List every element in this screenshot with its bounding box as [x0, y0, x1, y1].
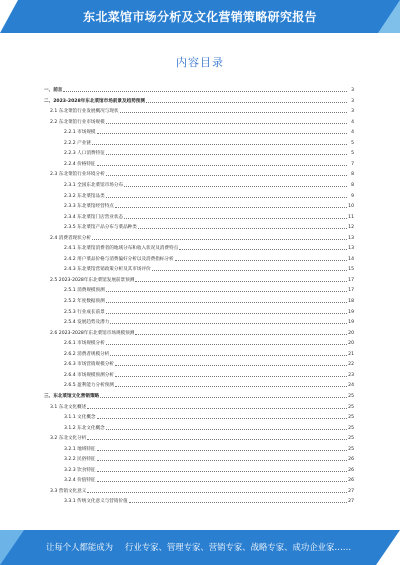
toc-entry-title: 3.1.1 文化概念 [64, 415, 96, 421]
toc-entry[interactable] [44, 496, 354, 504]
toc-entry[interactable] [44, 285, 354, 293]
toc-entry[interactable] [44, 317, 354, 325]
toc-leader-dots [106, 343, 347, 345]
toc-entry-title: 2.2.1 市场规模 [64, 130, 96, 136]
toc-page-number: 12 [348, 225, 354, 231]
toc-leader-dots [110, 354, 347, 356]
toc-entry-title: 3.2.4 价值特征 [64, 478, 96, 484]
toc-entry[interactable] [44, 138, 354, 146]
toc-entry-title: 2.3.2 东北菜馆品类 [64, 193, 105, 199]
toc-entry-title: 2.3.3 东北菜馆经营特点 [64, 204, 114, 210]
toc-page-number: 25 [348, 415, 354, 421]
toc-entry[interactable] [44, 243, 354, 251]
toc-entry[interactable] [44, 264, 354, 272]
toc-entry[interactable] [44, 96, 354, 104]
toc-entry[interactable] [44, 117, 354, 125]
toc-entry[interactable] [44, 275, 354, 283]
toc-leader-dots [87, 407, 347, 409]
toc-entry[interactable] [44, 106, 354, 114]
toc-entry-title: 2.6.4 市场规模预测分析 [64, 372, 114, 378]
toc-page-number: 14 [348, 256, 354, 262]
footer-slogan-main: 让每个人都能成为 [46, 542, 113, 552]
toc-page-number: 25 [348, 436, 354, 442]
footer-right-accent [376, 530, 400, 565]
toc-entry[interactable] [44, 212, 354, 220]
toc-entry[interactable] [44, 222, 354, 230]
toc-page-number: 27 [348, 499, 354, 505]
toc-entry-title: 2.4 消费者现状分析 [50, 235, 91, 241]
toc-leader-dots [106, 312, 347, 314]
toc-page-number: 3 [351, 98, 354, 104]
toc-entry[interactable] [44, 180, 354, 188]
toc-leader-dots [92, 238, 347, 240]
toc-entry-title: 3.3 营销文化意义 [50, 488, 87, 494]
toc-entry-title: 2.3.4 东北菜馆门店营业状态 [64, 214, 124, 220]
toc-entry-title: 2.4.2 用户菜品价格与消费偏好分析以及消费指标分析 [64, 256, 174, 262]
toc-leader-dots [106, 428, 347, 430]
toc-leader-dots [97, 480, 347, 482]
toc-leader-dots [87, 438, 347, 440]
toc-leader-dots [135, 280, 347, 282]
toc-entry-title: 2.5 2023-2028年东北菜馆发展前景预测 [50, 277, 135, 283]
toc-leader-dots [97, 132, 347, 134]
toc-leader-dots [106, 174, 347, 176]
toc-entry[interactable] [44, 254, 354, 262]
toc-entry[interactable] [44, 307, 354, 315]
toc-page-number: 17 [348, 288, 354, 294]
toc-leader-dots [124, 185, 347, 187]
toc-entry[interactable] [44, 127, 354, 135]
toc-leader-dots [138, 227, 347, 229]
toc-leader-dots [106, 122, 347, 124]
toc-entry-title: 3.1 东北文化概述 [50, 404, 87, 410]
toc-leader-dots [106, 196, 347, 198]
toc-page-number: 27 [348, 488, 354, 494]
toc-entry-title: 2.5.1 消费规模预测 [64, 288, 105, 294]
toc-page-number: 21 [348, 351, 354, 357]
toc-leader-dots [152, 269, 347, 271]
toc-page-number: 25 [348, 404, 354, 410]
toc-leader-dots [100, 396, 347, 398]
toc-page-number: 24 [348, 383, 354, 389]
toc-entry-title: 2.2.4 价格特征 [64, 161, 96, 167]
toc-entry-title: 2.2.3 人口消费特征 [64, 151, 105, 157]
toc-page-number: 26 [348, 478, 354, 484]
toc-page-number: 3 [351, 88, 354, 93]
toc-page-number: 15 [348, 267, 354, 273]
toc-entry-title: 2.3.1 全国东北菜馆市场分布 [64, 182, 124, 188]
toc-entry[interactable] [44, 296, 354, 304]
toc-page-number: 25 [348, 393, 354, 399]
toc-leader-dots [120, 111, 348, 113]
toc-entry[interactable] [44, 359, 354, 367]
toc-entry-title: 2.1 东北菜馆行业发展概况与现状 [50, 109, 119, 115]
toc-leader-dots [97, 470, 347, 472]
toc-entry[interactable] [44, 423, 354, 431]
toc-entry-title: 2.5.4 发展趋势及潜力 [64, 320, 110, 326]
toc-entry[interactable] [44, 349, 354, 357]
toc-leader-dots [87, 491, 347, 493]
toc-page-number: 8 [351, 172, 354, 178]
toc-page-number: 7 [351, 161, 354, 167]
toc-leader-dots [106, 301, 347, 303]
toc-page-number: 4 [351, 130, 354, 136]
toc-entry-title: 2.2 东北菜馆行业市场规模 [50, 119, 105, 125]
toc-entry-title: 3.2.3 饮食特征 [64, 467, 96, 473]
toc-entry[interactable] [44, 169, 354, 177]
toc-entry-title: 2.3 东北菜馆行业环境分析 [50, 172, 105, 178]
toc-page-number: 9 [351, 193, 354, 199]
toc-entry[interactable] [44, 486, 354, 494]
toc-entry-title: 2.4.1 东北菜馆消费者的地域分布和收入状况及消费特点 [64, 246, 179, 252]
toc-page-number: 4 [351, 119, 354, 125]
toc-leader-dots [146, 101, 347, 103]
toc-entry-title: 3.2.1 地域特征 [64, 446, 96, 452]
toc-page-number: 26 [348, 467, 354, 473]
toc-leader-dots [124, 217, 347, 219]
toc-entry-title: 2.2.2 产业链 [64, 140, 91, 146]
toc-leader-dots [106, 290, 347, 292]
toc-entry-title: 3.2.2 民俗特征 [64, 457, 96, 463]
toc-entry[interactable] [44, 465, 354, 473]
toc-entry-title: 2.6 2023-2028年东北菜馆市场规模预测 [50, 330, 135, 336]
toc-page-number: 13 [348, 246, 354, 252]
page-footer [0, 530, 400, 565]
toc-page-number: 18 [348, 299, 354, 304]
toc-entry[interactable] [44, 433, 354, 441]
toc-leader-dots [129, 501, 347, 503]
toc-entry[interactable] [44, 328, 354, 336]
toc-entry-title: 3.2 东北文化分析 [50, 436, 87, 442]
toc-leader-dots [97, 417, 347, 419]
toc-page-number: 3 [351, 109, 354, 115]
footer-left-accent [0, 530, 24, 565]
toc-entry[interactable] [44, 370, 354, 378]
toc-entry-title: 2.6.5 盈利能力分析预测 [64, 383, 114, 389]
toc-leader-dots [106, 153, 347, 155]
toc-entry[interactable] [44, 338, 354, 346]
toc-entry[interactable] [44, 380, 354, 388]
toc-page-number: 25 [348, 446, 354, 452]
toc-entry-title: 三、东北菜馆文化营销策略 [44, 393, 100, 399]
toc-leader-dots [97, 459, 347, 461]
toc-entry-title: 2.6.2 消费者规模分析 [64, 351, 110, 357]
toc-entry-title: 一、前言 [44, 88, 63, 93]
toc-entry-title: 3.1.2 东北文化概念 [64, 425, 105, 431]
toc-entry[interactable] [44, 444, 354, 452]
toc-page-number: 5 [351, 151, 354, 157]
toc-leader-dots [63, 90, 347, 92]
toc-entry-title: 3.3.1 传统文化意义与营销价值 [64, 499, 128, 505]
toc-page-number: 10 [348, 204, 354, 210]
toc-page-number: 20 [348, 330, 354, 336]
toc-entry[interactable] [44, 159, 354, 167]
toc-leader-dots [115, 364, 347, 366]
toc-leader-dots [115, 206, 347, 208]
toc-entry[interactable] [44, 85, 354, 93]
toc-entry-title: 2.4.3 东北菜馆营销政策分析及其市场评价 [64, 267, 151, 273]
toc-entry-title: 2.6.3 市场营销规模分析 [64, 362, 114, 368]
toc-entry[interactable] [44, 475, 354, 483]
toc-page-number: 25 [348, 425, 354, 431]
toc-entry-title: 2.5.3 行业成长前景 [64, 309, 105, 315]
toc-page-number: 19 [348, 320, 354, 326]
footer-slogan-sub: 行业专家、管理专家、营销专家、战略专家、成功企业家…… [125, 542, 352, 552]
toc-leader-dots [110, 322, 347, 324]
toc-leader-dots [175, 259, 347, 261]
document-title: 东北菜馆市场分析及文化营销策略研究报告 [83, 10, 317, 24]
toc-entry-title: 2.5.2 年度数据预测 [64, 299, 105, 304]
toc-heading: 内容目录 [176, 56, 224, 69]
toc-page-number: 23 [348, 372, 354, 378]
toc-page-number: 17 [348, 277, 354, 283]
toc-leader-dots [135, 333, 347, 335]
page-header [0, 0, 400, 33]
toc-page-number: 11 [348, 214, 354, 220]
toc-leader-dots [97, 449, 347, 451]
toc-entry[interactable] [44, 191, 354, 199]
toc-page-number: 26 [348, 457, 354, 463]
toc-page-number: 19 [348, 309, 354, 315]
toc-entry[interactable] [44, 148, 354, 156]
toc-entry[interactable] [44, 402, 354, 410]
toc-entry-title: 2.3.5 东北菜馆产品分布与菜品种类 [64, 225, 137, 231]
toc-leader-dots [115, 385, 347, 387]
toc-leader-dots [92, 143, 347, 145]
toc-entry-title: 二、2023-2028年东北菜馆市场前景及趋势预测 [44, 98, 145, 104]
toc-page-number: 22 [348, 362, 354, 368]
footer-slogan [46, 541, 351, 553]
toc-page-number: 20 [348, 341, 354, 347]
toc-page-number: 5 [351, 140, 354, 146]
toc-leader-dots [115, 375, 347, 377]
toc-entry[interactable] [44, 233, 354, 241]
toc-page-number: 13 [348, 235, 354, 241]
toc-leader-dots [179, 248, 347, 250]
toc-leader-dots [97, 164, 347, 166]
toc-entry[interactable] [44, 412, 354, 420]
toc-entry[interactable] [44, 391, 354, 399]
toc-entry[interactable] [44, 201, 354, 209]
toc-page-number: 8 [351, 182, 354, 188]
toc-entry-title: 2.6.1 市场规模分析 [64, 341, 105, 347]
toc-entry[interactable] [44, 454, 354, 462]
